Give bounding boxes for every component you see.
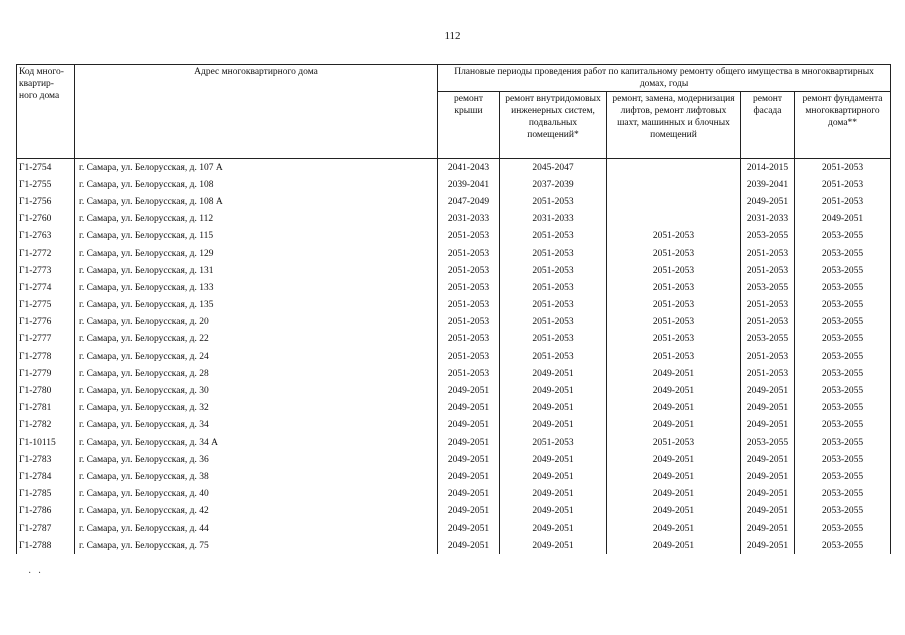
- cell-address: г. Самара, ул. Белорусская, д. 28: [75, 365, 438, 382]
- cell-elevators: 2051-2053: [607, 297, 741, 314]
- cell-foundation: 2053-2055: [795, 262, 891, 279]
- cell-foundation: 2053-2055: [795, 297, 891, 314]
- cell-elevators: 2051-2053: [607, 279, 741, 296]
- header-elevators: ремонт, замена, модернизация лифтов, ремонт лифтовых шахт, машинных и блочных помещений: [607, 92, 741, 159]
- cell-elevators: 2051-2053: [607, 348, 741, 365]
- cell-foundation: 2053-2055: [795, 468, 891, 485]
- cell-roof: 2049-2051: [438, 468, 500, 485]
- cell-systems: 2049-2051: [500, 537, 607, 554]
- cell-systems: 2051-2053: [500, 348, 607, 365]
- cell-roof: 2049-2051: [438, 520, 500, 537]
- cell-foundation: 2053-2055: [795, 245, 891, 262]
- table-row: [17, 434, 891, 451]
- cell-facade: 2051-2053: [741, 365, 795, 382]
- header-address: Адрес многоквартирного дома: [75, 65, 438, 159]
- cell-roof: 2051-2053: [438, 279, 500, 296]
- cell-systems: 2051-2053: [500, 434, 607, 451]
- cell-facade: 2051-2053: [741, 314, 795, 331]
- cell-elevators: 2051-2053: [607, 331, 741, 348]
- cell-address: г. Самара, ул. Белорусская, д. 34 А: [75, 434, 438, 451]
- cell-roof: 2049-2051: [438, 451, 500, 468]
- cell-code: Г1-2782: [17, 417, 75, 434]
- table-row: [17, 365, 891, 382]
- cell-facade: 2049-2051: [741, 193, 795, 210]
- cell-roof: 2049-2051: [438, 382, 500, 399]
- header-roof: ремонт крыши: [438, 92, 500, 159]
- cell-address: г. Самара, ул. Белорусская, д. 115: [75, 228, 438, 245]
- cell-code: Г1-2760: [17, 211, 75, 228]
- cell-facade: 2049-2051: [741, 382, 795, 399]
- cell-elevators: 2049-2051: [607, 382, 741, 399]
- cell-elevators: 2049-2051: [607, 486, 741, 503]
- cell-address: г. Самара, ул. Белорусская, д. 30: [75, 382, 438, 399]
- cell-address: г. Самара, ул. Белорусская, д. 131: [75, 262, 438, 279]
- cell-facade: 2051-2053: [741, 262, 795, 279]
- cell-roof: 2047-2049: [438, 193, 500, 210]
- cell-code: Г1-2777: [17, 331, 75, 348]
- table-row: [17, 348, 891, 365]
- cell-facade: 2049-2051: [741, 400, 795, 417]
- cell-elevators: 2049-2051: [607, 451, 741, 468]
- cell-foundation: 2053-2055: [795, 331, 891, 348]
- cell-address: г. Самара, ул. Белорусская, д. 44: [75, 520, 438, 537]
- cell-foundation: 2053-2055: [795, 400, 891, 417]
- cell-systems: 2049-2051: [500, 365, 607, 382]
- table-row: [17, 400, 891, 417]
- cell-systems: 2049-2051: [500, 503, 607, 520]
- cell-systems: 2031-2033: [500, 211, 607, 228]
- cell-code: Г1-2763: [17, 228, 75, 245]
- header-periods: Плановые периоды проведения работ по капитальному ремонту общего имущества в многоквартирных домах, годы: [438, 65, 891, 92]
- cell-facade: 2049-2051: [741, 417, 795, 434]
- cell-foundation: 2053-2055: [795, 228, 891, 245]
- cell-facade: 2049-2051: [741, 468, 795, 485]
- cell-systems: 2051-2053: [500, 245, 607, 262]
- cell-address: г. Самара, ул. Белорусская, д. 34: [75, 417, 438, 434]
- table-row: [17, 228, 891, 245]
- cell-facade: 2039-2041: [741, 176, 795, 193]
- table-row: [17, 331, 891, 348]
- cell-foundation: 2051-2053: [795, 159, 891, 177]
- cell-roof: 2051-2053: [438, 331, 500, 348]
- cell-foundation: 2053-2055: [795, 365, 891, 382]
- cell-code: Г1-2772: [17, 245, 75, 262]
- cell-address: г. Самара, ул. Белорусская, д. 133: [75, 279, 438, 296]
- cell-systems: 2049-2051: [500, 451, 607, 468]
- cell-elevators: 2051-2053: [607, 314, 741, 331]
- cell-foundation: 2053-2055: [795, 520, 891, 537]
- cell-systems: 2051-2053: [500, 297, 607, 314]
- table-row: [17, 503, 891, 520]
- cell-address: г. Самара, ул. Белорусская, д. 24: [75, 348, 438, 365]
- cell-facade: 2049-2051: [741, 486, 795, 503]
- cell-roof: 2039-2041: [438, 176, 500, 193]
- cell-code: Г1-2779: [17, 365, 75, 382]
- cell-elevators: [607, 193, 741, 210]
- cell-facade: 2031-2033: [741, 211, 795, 228]
- cell-elevators: 2051-2053: [607, 228, 741, 245]
- cell-foundation: 2053-2055: [795, 503, 891, 520]
- cell-code: Г1-2787: [17, 520, 75, 537]
- page-number: 112: [444, 30, 461, 42]
- cell-roof: 2049-2051: [438, 400, 500, 417]
- cell-elevators: [607, 211, 741, 228]
- cell-foundation: 2053-2055: [795, 434, 891, 451]
- table-row: [17, 451, 891, 468]
- cell-code: Г1-2773: [17, 262, 75, 279]
- cell-facade: 2051-2053: [741, 297, 795, 314]
- cell-foundation: 2051-2053: [795, 176, 891, 193]
- cell-roof: 2051-2053: [438, 314, 500, 331]
- cell-elevators: [607, 159, 741, 177]
- repair-schedule-table: [16, 64, 891, 554]
- cell-elevators: 2051-2053: [607, 245, 741, 262]
- cell-foundation: 2049-2051: [795, 211, 891, 228]
- cell-foundation: 2053-2055: [795, 279, 891, 296]
- cell-systems: 2051-2053: [500, 262, 607, 279]
- cell-code: Г1-2778: [17, 348, 75, 365]
- table-row: [17, 417, 891, 434]
- cell-systems: 2051-2053: [500, 331, 607, 348]
- cell-address: г. Самара, ул. Белорусская, д. 42: [75, 503, 438, 520]
- cell-roof: 2049-2051: [438, 537, 500, 554]
- cell-code: Г1-2754: [17, 159, 75, 177]
- cell-facade: 2053-2055: [741, 228, 795, 245]
- cell-roof: 2031-2033: [438, 211, 500, 228]
- cell-roof: 2051-2053: [438, 262, 500, 279]
- cell-roof: 2049-2051: [438, 434, 500, 451]
- cell-systems: 2037-2039: [500, 176, 607, 193]
- header-code: Код много-квартир-ного дома: [17, 65, 75, 159]
- cell-code: Г1-2784: [17, 468, 75, 485]
- cell-facade: 2051-2053: [741, 245, 795, 262]
- table-row: [17, 245, 891, 262]
- cell-address: г. Самара, ул. Белорусская, д. 22: [75, 331, 438, 348]
- cell-code: Г1-2785: [17, 486, 75, 503]
- cell-roof: 2051-2053: [438, 245, 500, 262]
- cell-systems: 2049-2051: [500, 400, 607, 417]
- cell-elevators: 2049-2051: [607, 365, 741, 382]
- cell-address: г. Самара, ул. Белорусская, д. 75: [75, 537, 438, 554]
- cell-address: г. Самара, ул. Белорусская, д. 108 А: [75, 193, 438, 210]
- cell-roof: 2051-2053: [438, 365, 500, 382]
- cell-systems: 2051-2053: [500, 228, 607, 245]
- cell-address: г. Самара, ул. Белорусская, д. 36: [75, 451, 438, 468]
- cell-elevators: 2049-2051: [607, 468, 741, 485]
- header-foundation: ремонт фундамента многоквартирного дома**: [795, 92, 891, 159]
- cell-address: г. Самара, ул. Белорусская, д. 20: [75, 314, 438, 331]
- table-row: [17, 297, 891, 314]
- cell-elevators: [607, 176, 741, 193]
- cell-code: Г1-2774: [17, 279, 75, 296]
- table-row: [17, 193, 891, 210]
- cell-code: Г1-2781: [17, 400, 75, 417]
- cell-foundation: 2051-2053: [795, 193, 891, 210]
- cell-systems: 2045-2047: [500, 159, 607, 177]
- cell-systems: 2049-2051: [500, 417, 607, 434]
- table-row: [17, 262, 891, 279]
- cell-roof: 2049-2051: [438, 503, 500, 520]
- table-row: [17, 211, 891, 228]
- cell-facade: 2049-2051: [741, 537, 795, 554]
- table-row: [17, 314, 891, 331]
- cell-facade: 2051-2053: [741, 348, 795, 365]
- cell-foundation: 2053-2055: [795, 451, 891, 468]
- cell-foundation: 2053-2055: [795, 348, 891, 365]
- cell-elevators: 2051-2053: [607, 434, 741, 451]
- table-row: [17, 176, 891, 193]
- cell-code: Г1-10115: [17, 434, 75, 451]
- cell-code: Г1-2788: [17, 537, 75, 554]
- cell-code: Г1-2786: [17, 503, 75, 520]
- cell-address: г. Самара, ул. Белорусская, д. 38: [75, 468, 438, 485]
- cell-foundation: 2053-2055: [795, 314, 891, 331]
- cell-roof: 2051-2053: [438, 228, 500, 245]
- cell-elevators: 2051-2053: [607, 262, 741, 279]
- cell-foundation: 2053-2055: [795, 382, 891, 399]
- cell-address: г. Самара, ул. Белорусская, д. 32: [75, 400, 438, 417]
- cell-systems: 2051-2053: [500, 314, 607, 331]
- cell-facade: 2053-2055: [741, 434, 795, 451]
- cell-facade: 2049-2051: [741, 451, 795, 468]
- cell-elevators: 2049-2051: [607, 503, 741, 520]
- cell-facade: 2014-2015: [741, 159, 795, 177]
- cell-systems: 2049-2051: [500, 486, 607, 503]
- cell-elevators: 2049-2051: [607, 537, 741, 554]
- cell-address: г. Самара, ул. Белорусская, д. 135: [75, 297, 438, 314]
- cell-elevators: 2049-2051: [607, 417, 741, 434]
- scan-marks: · ·: [28, 568, 44, 579]
- cell-systems: 2049-2051: [500, 520, 607, 537]
- table-row: [17, 279, 891, 296]
- cell-roof: 2049-2051: [438, 486, 500, 503]
- cell-code: Г1-2755: [17, 176, 75, 193]
- cell-elevators: 2049-2051: [607, 400, 741, 417]
- table-row: [17, 468, 891, 485]
- cell-systems: 2051-2053: [500, 193, 607, 210]
- table-row: [17, 159, 891, 177]
- cell-roof: 2051-2053: [438, 348, 500, 365]
- cell-facade: 2053-2055: [741, 331, 795, 348]
- cell-systems: 2049-2051: [500, 382, 607, 399]
- cell-systems: 2051-2053: [500, 279, 607, 296]
- cell-address: г. Самара, ул. Белорусская, д. 40: [75, 486, 438, 503]
- header-systems: ремонт внутридомовых инженерных систем, подвальных помещений*: [500, 92, 607, 159]
- cell-code: Г1-2756: [17, 193, 75, 210]
- cell-foundation: 2053-2055: [795, 417, 891, 434]
- header-facade: ремонт фасада: [741, 92, 795, 159]
- table-row: [17, 382, 891, 399]
- cell-address: г. Самара, ул. Белорусская, д. 112: [75, 211, 438, 228]
- cell-address: г. Самара, ул. Белорусская, д. 129: [75, 245, 438, 262]
- cell-code: Г1-2776: [17, 314, 75, 331]
- cell-roof: 2041-2043: [438, 159, 500, 177]
- cell-facade: 2049-2051: [741, 520, 795, 537]
- cell-elevators: 2049-2051: [607, 520, 741, 537]
- cell-roof: 2049-2051: [438, 417, 500, 434]
- table-row: [17, 537, 891, 554]
- cell-code: Г1-2780: [17, 382, 75, 399]
- cell-foundation: 2053-2055: [795, 486, 891, 503]
- table-row: [17, 486, 891, 503]
- table-row: [17, 520, 891, 537]
- cell-code: Г1-2783: [17, 451, 75, 468]
- cell-foundation: 2053-2055: [795, 537, 891, 554]
- cell-code: Г1-2775: [17, 297, 75, 314]
- cell-address: г. Самара, ул. Белорусская, д. 107 А: [75, 159, 438, 177]
- cell-facade: 2053-2055: [741, 279, 795, 296]
- cell-roof: 2051-2053: [438, 297, 500, 314]
- cell-address: г. Самара, ул. Белорусская, д. 108: [75, 176, 438, 193]
- cell-facade: 2049-2051: [741, 503, 795, 520]
- cell-systems: 2049-2051: [500, 468, 607, 485]
